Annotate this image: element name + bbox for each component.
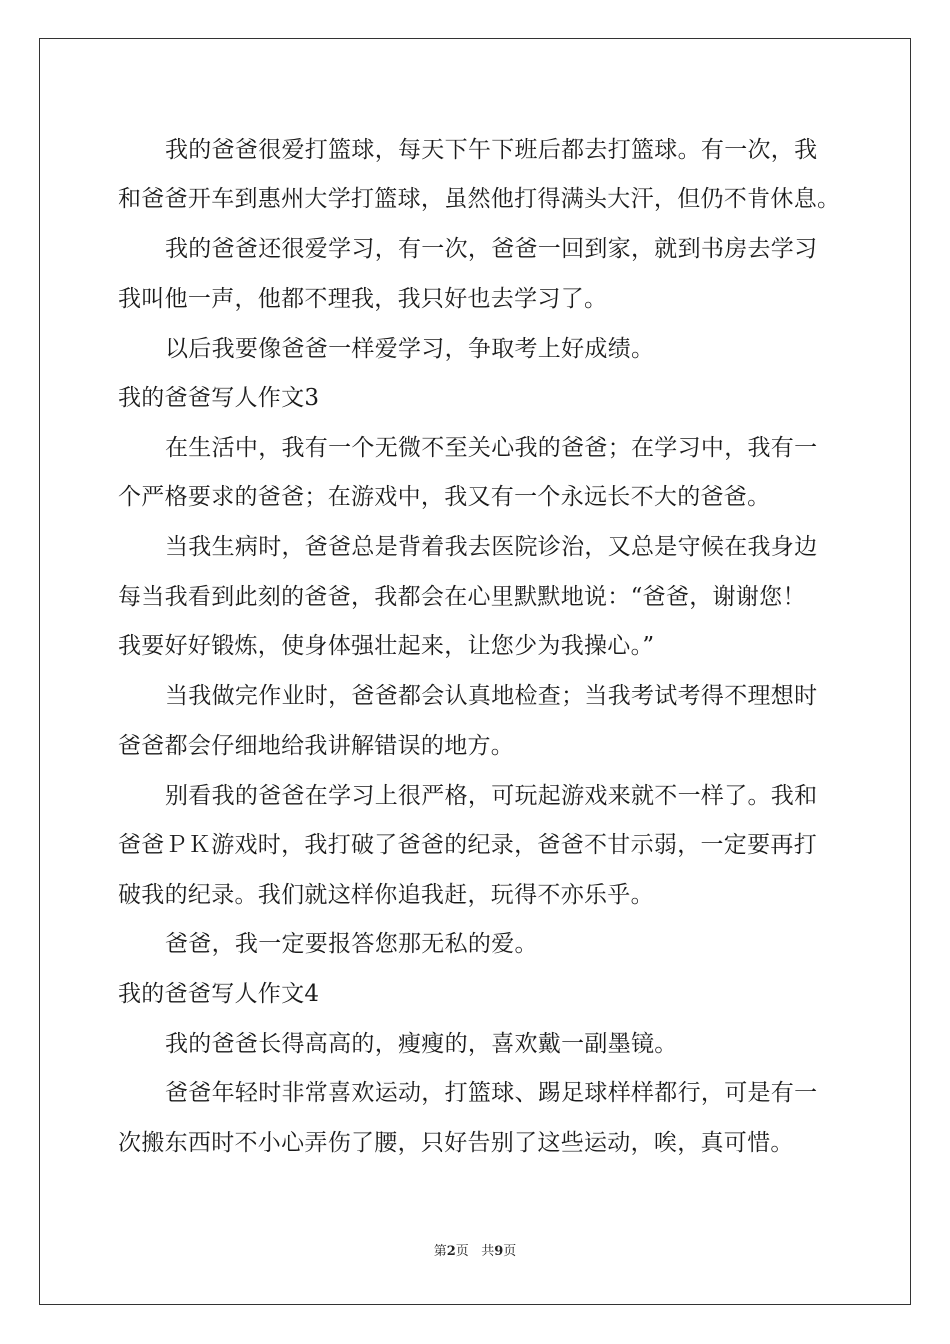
paragraph-line: 和爸爸开车到惠州大学打篮球，虽然他打得满头大汗，但仍不肯休息。: [118, 186, 841, 212]
page-prefix: 第: [433, 1244, 447, 1259]
paragraph-line: 当我做完作业时，爸爸都会认真地检查；当我考试考得不理想时: [165, 683, 818, 709]
page-number: 2: [446, 1244, 456, 1259]
page-border: [39, 38, 911, 1305]
paragraph-line: 爸爸，我一定要报答您那无私的爱。: [165, 931, 538, 957]
paragraph-line: 我要好好锻炼，使身体强壮起来，让您少为我操心。”: [118, 633, 655, 659]
paragraph-line: 以后我要像爸爸一样爱学习，争取考上好成绩。: [165, 336, 655, 362]
paragraph-line: 我的爸爸很爱打篮球，每天下午下班后都去打篮球。有一次，我: [165, 137, 818, 163]
paragraph-line: 我叫他一声，他都不理我，我只好也去学习了。: [118, 286, 608, 312]
paragraph-line: 每当我看到此刻的爸爸，我都会在心里默默地说：“爸爸，谢谢您！: [118, 584, 806, 610]
paragraph-line: 破我的纪录。我们就这样你追我赶，玩得不亦乐乎。: [118, 882, 654, 908]
total-prefix: 共: [481, 1244, 495, 1259]
paragraph-line: 爸爸ＰＫ游戏时，我打破了爸爸的纪录，爸爸不甘示弱，一定要再打: [118, 832, 817, 858]
paragraph-line: 我的爸爸还很爱学习，有一次，爸爸一回到家，就到书房去学习: [165, 236, 818, 262]
section-heading: 我的爸爸写人作文3: [118, 385, 320, 411]
paragraph-line: 当我生病时，爸爸总是背着我去医院诊治，又总是守候在我身边: [165, 534, 818, 560]
paragraph-line: 我的爸爸长得高高的，瘦瘦的，喜欢戴一副墨镜。: [165, 1031, 678, 1057]
paragraph-line: 在生活中，我有一个无微不至关心我的爸爸；在学习中，我有一: [165, 435, 818, 461]
paragraph-line: 次搬东西时不小心弄伤了腰，只好告别了这些运动，唉，真可惜。: [118, 1130, 794, 1156]
page-suffix: 页: [455, 1244, 469, 1259]
page-footer: [0, 1244, 950, 1260]
paragraph-line: 别看我的爸爸在学习上很严格，可玩起游戏来就不一样了。我和: [165, 783, 818, 809]
total-suffix: 页: [503, 1244, 517, 1259]
paragraph-line: 个严格要求的爸爸；在游戏中，我又有一个永远长不大的爸爸。: [118, 484, 771, 510]
paragraph-line: 爸爸都会仔细地给我讲解错误的地方。: [118, 733, 515, 759]
section-heading: 我的爸爸写人作文4: [118, 981, 320, 1007]
paragraph-line: 爸爸年轻时非常喜欢运动，打篮球、踢足球样样都行，可是有一: [165, 1080, 818, 1106]
page-total: 9: [494, 1244, 504, 1259]
